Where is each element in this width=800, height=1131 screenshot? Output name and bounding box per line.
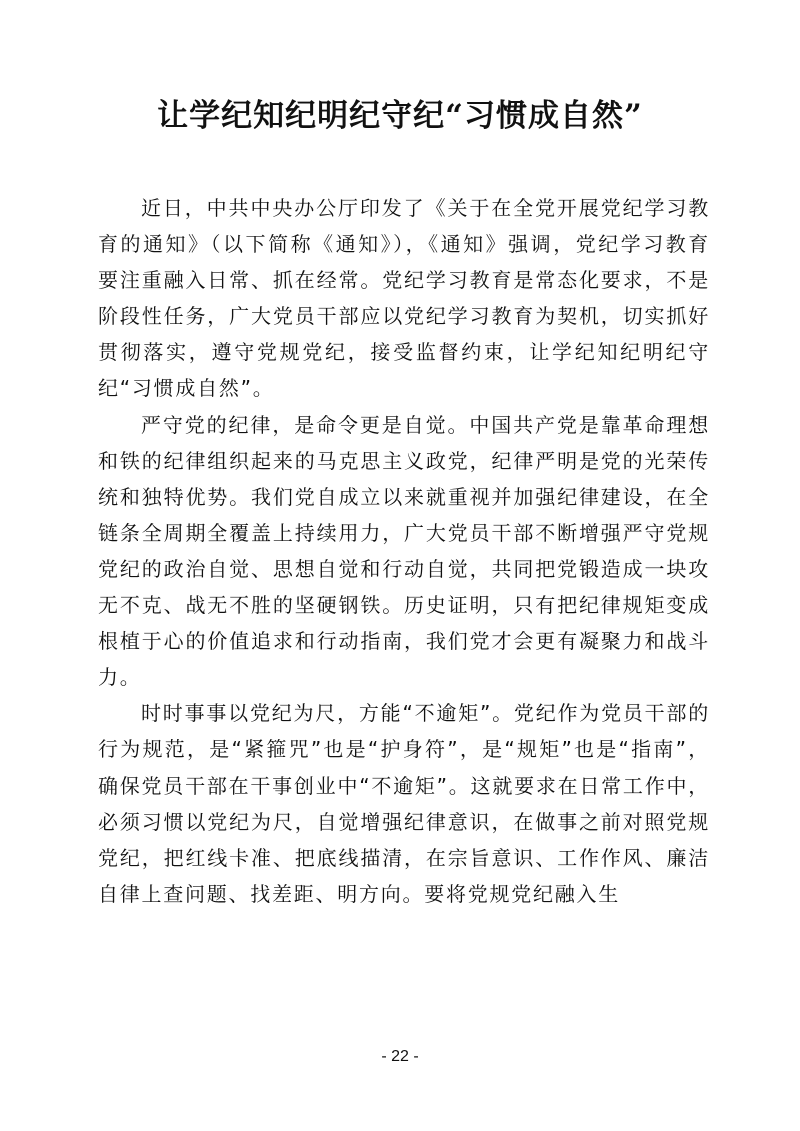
paragraph-2: 严守党的纪律，是命令更是自觉。中国共产党是靠革命理想和铁的纪律组织起来的马克思主义政党，纪律严明是党的光荣传统和独特优势。我们党自成立以来就重视并加强纪律建设，在全链条全周期全覆盖上持续用力，广大党员干部不断增强严守党规党纪的政治自觉、思想自觉和行动自觉，共同把党锻造成一块攻无不克、战无不胜的坚硬钢铁。历史证明，只有把纪律规矩变成根植于心的价值追求和行动指南，我们党才会更有凝聚力和战斗力。 [98, 412, 710, 690]
page-number: - 22 - [381, 1048, 419, 1065]
paragraph-3: 时时事事以党纪为尺，方能“不逾矩”。党纪作为党员干部的行为规范，是“紧箍咒”也是“护身符”，是“规矩”也是“指南”，确保党员干部在干事创业中“不逾矩”。这就要求在日常工作中，必须习惯以党纪为尺，自觉增强纪律意识，在做事之前对照党规党纪，把红线卡准、把底线描清，在宗旨意识、工作作风、廉洁自律上查问题、找差距、明方向。要将党规党纪融入生 [98, 701, 710, 906]
article-body [98, 190, 710, 912]
paragraph-1: 近日，中共中央办公厅印发了《关于在全党开展党纪学习教育的通知》（以下简称《通知》），《通知》强调，党纪学习教育要注重融入日常、抓在经常。党纪学习教育是常态化要求，不是阶段性任务，广大党员干部应以党纪学习教育为契机，切实抓好贯彻落实，遵守党规党纪，接受监督约束，让学纪知纪明纪守纪“习惯成自然”。 [98, 196, 710, 401]
article-title: 让学纪知纪明纪守纪“习惯成自然” [157, 98, 643, 134]
